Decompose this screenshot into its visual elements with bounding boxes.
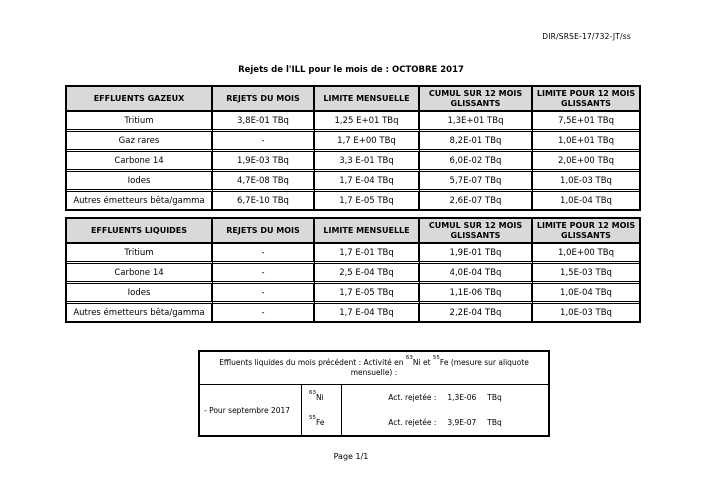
activity-label: Act. rejetée : xyxy=(388,393,437,402)
note-header-text xyxy=(200,352,548,385)
note-header-suffix: (mesure sur aliquote mensuelle) : xyxy=(350,358,529,377)
cell-value: 1,7 E+00 TBq xyxy=(315,132,420,152)
row-label: Gaz rares xyxy=(67,132,213,152)
isotope-superscript: 55 xyxy=(309,415,316,422)
row-label: Autres émetteurs bêta/gamma xyxy=(67,192,213,209)
cell-value: 1,25 E+01 TBq xyxy=(315,112,420,132)
cell-value: 6,0E-02 TBq xyxy=(420,152,533,172)
cell-value: 5,7E-07 TBq xyxy=(420,172,533,192)
cell-value: 7,5E+01 TBq xyxy=(533,112,639,132)
note-header-mid: et xyxy=(420,358,433,367)
table-row xyxy=(67,304,639,321)
row-label: Tritium xyxy=(67,244,213,264)
isotope-symbol: Ni xyxy=(316,393,324,402)
column-header-limite-mensuelle: LIMITE MENSUELLE xyxy=(315,87,420,112)
page-number: Page 1/1 xyxy=(333,452,369,461)
activity-unit: TBq xyxy=(487,393,502,402)
cell-value: 3,3 E-01 TBq xyxy=(315,152,420,172)
isotope-cell xyxy=(302,410,342,435)
cell-value: 2,0E+00 TBq xyxy=(533,152,639,172)
cell-value: 1,9E-03 TBq xyxy=(213,152,315,172)
note-header-prefix: Effluents liquides du mois précédent : Activité en xyxy=(219,358,406,367)
cell-value: 1,7 E-05 TBq xyxy=(315,284,420,304)
note-header-row xyxy=(200,352,548,385)
table-header-row xyxy=(67,219,639,244)
cell-value: 8,2E-01 TBq xyxy=(420,132,533,152)
cell-value: - xyxy=(213,132,315,152)
cell-value: 4,0E-04 TBq xyxy=(420,264,533,284)
activity-value: 3,9E-07 xyxy=(447,418,477,427)
isotope-superscript: 55 xyxy=(432,355,440,362)
row-label: Iodes xyxy=(67,284,213,304)
isotope-cell xyxy=(302,385,342,410)
activity-cell xyxy=(342,385,548,410)
cell-value: 1,0E-04 TBq xyxy=(533,284,639,304)
isotope-symbol: Fe xyxy=(439,358,449,367)
table-row xyxy=(67,112,639,132)
cell-value: 1,7 E-05 TBq xyxy=(315,192,420,209)
cell-value: 1,1E-06 TBq xyxy=(420,284,533,304)
isotope-superscript: 63 xyxy=(405,355,413,362)
column-header-limite-12-mois: LIMITE POUR 12 MOIS GLISSANTS xyxy=(533,219,639,244)
table-row xyxy=(67,244,639,264)
liquid-effluents-table xyxy=(65,217,641,323)
cell-value: 1,0E-04 TBq xyxy=(560,195,612,206)
cell-value: - xyxy=(213,304,315,321)
document-reference: DIR/SRSE-17/732-JT/ss xyxy=(542,32,631,41)
cell-value: - xyxy=(213,244,315,264)
column-header-limite-12-mois: LIMITE POUR 12 MOIS GLISSANTS xyxy=(533,87,639,112)
activity-value: 1,3E-06 xyxy=(447,393,477,402)
isotope-symbol: Ni xyxy=(412,358,421,367)
cell-value: 1,7 E-04 TBq xyxy=(315,172,420,192)
cell-value: 3,8E-01 TBq xyxy=(213,112,315,132)
row-label: Autres émetteurs bêta/gamma xyxy=(67,304,213,321)
row-label: Carbone 14 xyxy=(67,152,213,172)
column-header-cumul-12-mois: CUMUL SUR 12 MOIS GLISSANTS xyxy=(420,87,533,112)
note-row xyxy=(200,385,548,410)
column-header-rejets-du-mois: REJETS DU MOIS xyxy=(213,87,315,112)
row-label: Iodes xyxy=(67,172,213,192)
cell-value: 2,6E-07 TBq xyxy=(420,192,533,209)
cell-value: 1,3E+01 TBq xyxy=(420,112,533,132)
cell-value: 1,7 E-01 TBq xyxy=(315,244,420,264)
cell-value: 1,0E-03 TBq xyxy=(560,307,612,318)
cell-value: - xyxy=(213,264,315,284)
activity-label: Act. rejetée : xyxy=(388,418,437,427)
cell-value: 1,9E-01 TBq xyxy=(420,244,533,264)
column-header-rejets-du-mois: REJETS DU MOIS xyxy=(213,219,315,244)
cell-value: 1,7 E-04 TBq xyxy=(315,304,420,321)
cell-value: 1,0E-03 TBq xyxy=(533,172,639,192)
cell-value: - xyxy=(213,284,315,304)
column-header-limite-mensuelle: LIMITE MENSUELLE xyxy=(315,219,420,244)
previous-month-note-box xyxy=(198,350,550,437)
isotope-symbol: Fe xyxy=(316,418,325,427)
row-label: Tritium xyxy=(67,112,213,132)
table-row xyxy=(67,264,639,284)
activity-unit: TBq xyxy=(487,418,502,427)
table-row xyxy=(67,192,639,209)
cell-value: 2,5 E-04 TBq xyxy=(315,264,420,284)
table-row xyxy=(67,132,639,152)
note-period-label: - Pour septembre 2017 xyxy=(200,385,302,435)
cell-value: 1,0E+01 TBq xyxy=(533,132,639,152)
cell-value: 2,2E-04 TBq xyxy=(420,304,533,321)
row-label: Carbone 14 xyxy=(67,264,213,284)
table-row xyxy=(67,172,639,192)
cell-value: 1,5E-03 TBq xyxy=(533,264,639,284)
gaseous-effluents-table xyxy=(65,85,641,211)
column-header-cumul-12-mois: CUMUL SUR 12 MOIS GLISSANTS xyxy=(420,219,533,244)
isotope-superscript: 63 xyxy=(309,390,316,397)
column-header-effluents-gazeux: EFFLUENTS GAZEUX xyxy=(67,87,213,112)
table-row xyxy=(67,284,639,304)
table-header-row xyxy=(67,87,639,112)
page-title: Rejets de l'ILL pour le mois de : OCTOBRE 2017 xyxy=(238,65,464,75)
activity-cell xyxy=(342,410,548,435)
cell-value: 1,0E+00 TBq xyxy=(533,244,639,264)
cell-value: 4,7E-08 TBq xyxy=(213,172,315,192)
column-header-effluents-liquides: EFFLUENTS LIQUIDES xyxy=(67,219,213,244)
table-row xyxy=(67,152,639,172)
cell-value: 6,7E-10 TBq xyxy=(213,192,315,209)
